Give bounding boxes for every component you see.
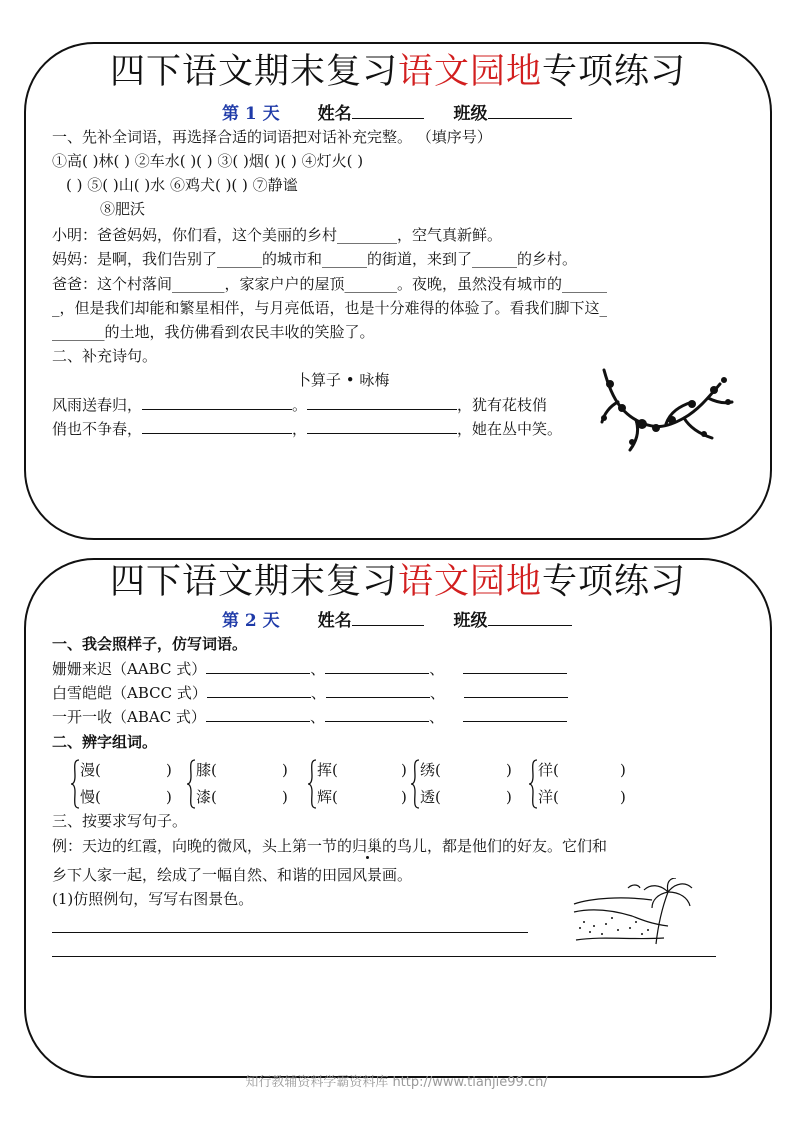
poem-line-2-start: 俏也不争春， [52, 420, 143, 438]
name-label: 姓名 [317, 611, 352, 631]
plum-blossom-branch-icon [596, 362, 736, 454]
page-title [26, 52, 770, 92]
char-pair-close: ) [401, 788, 407, 806]
word-options-line-3: ⑧肥沃 [100, 200, 146, 218]
char-pair-close: ) [282, 788, 288, 806]
char-pair-close: ) [620, 788, 626, 806]
poem-line-1-start: 风雨送春归， [52, 396, 143, 414]
char-pair-top: 徉( [538, 761, 559, 779]
char-pair-close: ) [506, 788, 512, 806]
name-label: 姓名 [317, 104, 352, 124]
class-field[interactable] [488, 103, 572, 119]
title-suffix: 专项练习 [542, 562, 687, 602]
question-1-instruction: 一、先补全词语，再选择合适的词语把对话补充完整。 （填序号） [52, 128, 492, 146]
example-sentence-line-2: 乡下人家一起，绘成了一幅自然、和谐的田园风景画。 [52, 866, 413, 884]
char-pair-group [410, 758, 520, 810]
char-pair-close: ) [166, 788, 172, 806]
char-pair-close: ) [506, 761, 512, 779]
word-row-label: 一开一收（ABAC 式） [52, 708, 206, 726]
word-blank[interactable] [325, 658, 429, 674]
word-options-line-1: ①高( )林( ) ②车水( )( ) ③( )烟( )( ) ④灯火( ) [52, 152, 364, 170]
char-pair-bottom: 辉( [317, 788, 338, 806]
word-blank[interactable] [207, 682, 311, 698]
poem-line-1-end: ，犹有花枝俏 [457, 396, 548, 414]
class-label: 班级 [453, 104, 488, 124]
class-field[interactable] [488, 610, 572, 626]
question-2-instruction: 二、补充诗句。 [52, 347, 158, 365]
question-3-instruction: 三、按要求写句子。 [52, 812, 188, 830]
worksheet-day2-card [24, 558, 772, 1078]
poem-line-1-mid: 。 [292, 396, 308, 414]
student-info-row [222, 99, 572, 124]
word-blank[interactable] [206, 658, 310, 674]
day-label: 第 2 天 [222, 611, 280, 631]
word-separator: 、 [310, 660, 326, 678]
char-pair-bottom: 慢( [80, 788, 101, 806]
dialog-line-1: 小明：爸爸妈妈，你们看，这个美丽的乡村________，空气真新鲜。 [52, 226, 503, 244]
name-field[interactable] [352, 103, 424, 119]
poem-blank-2[interactable] [307, 394, 457, 410]
question-2-instruction: 二、辨字组词。 [52, 733, 158, 751]
word-blank[interactable] [463, 706, 567, 722]
word-separator: 、 [428, 708, 444, 726]
word-blank[interactable] [326, 682, 430, 698]
poem-blank-1[interactable] [142, 394, 292, 410]
word-row-label: 白雪皑皑（ABCC 式） [52, 684, 207, 702]
class-label: 班级 [453, 611, 488, 631]
word-blank[interactable] [206, 706, 310, 722]
name-field[interactable] [352, 610, 424, 626]
example-text-end: 的鸟儿，都是他们的好友。它们和 [382, 837, 608, 855]
footer-watermark: 知行教辅资料学霸资料库 http://www.tianjie99.cn/ [245, 1075, 548, 1090]
brace-icon [410, 758, 420, 810]
dialog-line-5: _______的土地，我仿佛看到农民丰收的笑脸了。 [52, 323, 375, 341]
student-info-row [222, 606, 572, 631]
word-separator: 、 [429, 660, 445, 678]
word-separator: 、 [310, 684, 326, 702]
word-separator: 、 [309, 708, 325, 726]
example-emphasis: 归巢 [352, 837, 383, 855]
char-pair-bottom: 透( [420, 788, 441, 806]
page-title [26, 562, 770, 602]
char-pair-close: ) [282, 761, 288, 779]
char-pair-top: 挥( [317, 761, 338, 779]
poem-line-2 [52, 418, 562, 439]
brace-icon [186, 758, 196, 810]
brace-icon [307, 758, 317, 810]
answer-line[interactable] [52, 956, 716, 957]
answer-line[interactable] [52, 932, 528, 933]
word-separator: 、 [429, 684, 445, 702]
char-pair-bottom: 洋( [538, 788, 559, 806]
sub-question-1: (1)仿照例句，写写右图景色。 [52, 890, 254, 908]
dialog-line-3: 爸爸：这个村落间_______，家家户户的屋顶_______。夜晚，虽然没有城市的______ [52, 275, 608, 293]
day-label: 第 1 天 [222, 104, 280, 124]
word-row-label: 姗姗来迟（AABC 式） [52, 660, 207, 678]
dialog-line-2: 妈妈：是啊，我们告别了______的城市和______的街道，来到了______的乡村。 [52, 250, 578, 268]
word-blank[interactable] [463, 658, 567, 674]
title-highlight: 语文园地 [397, 562, 542, 602]
word-row [52, 706, 567, 727]
poem-blank-3[interactable] [142, 418, 292, 434]
word-blank[interactable] [464, 682, 568, 698]
poem-blank-4[interactable] [307, 418, 457, 434]
dialog-line-4: _，但是我们却能和繁星相伴，与月亮低语，也是十分难得的体验了。看我们脚下这_ [52, 299, 608, 317]
poem-line-1 [52, 394, 547, 415]
char-pair-close: ) [166, 761, 172, 779]
char-pair-group [528, 758, 638, 810]
title-suffix: 专项练习 [542, 52, 687, 92]
char-pair-top: 绣( [420, 761, 441, 779]
beach-palm-tree-icon [572, 878, 696, 948]
char-pair-top: 漫( [80, 761, 101, 779]
example-sentence-line-1 [52, 836, 607, 856]
title-prefix: 四下语文期末复习 [109, 562, 398, 602]
char-pair-group [70, 758, 180, 810]
poem-line-2-mid: ， [292, 420, 308, 438]
question-1-instruction: 一、我会照样子，仿写词语。 [52, 635, 248, 653]
char-pair-close: ) [401, 761, 407, 779]
poem-line-2-end: ，她在丛中笑。 [457, 420, 563, 438]
char-pair-close: ) [620, 761, 626, 779]
word-row [52, 682, 568, 703]
example-text-start: 例：天边的红霞，向晚的微风，头上第一节的 [52, 837, 353, 855]
poem-title: 卜算子 • 咏梅 [296, 371, 390, 389]
brace-icon [528, 758, 538, 810]
title-highlight: 语文园地 [397, 52, 542, 92]
title-prefix: 四下语文期末复习 [109, 52, 398, 92]
word-row [52, 658, 567, 679]
worksheet-day1-card [24, 42, 772, 540]
word-blank[interactable] [325, 706, 429, 722]
word-options-line-2: ( ) ⑤( )山( )水 ⑥鸡犬( )( ) ⑦静谧 [66, 176, 298, 194]
brace-icon [70, 758, 80, 810]
char-pair-group [307, 758, 417, 810]
char-pair-top: 膝( [196, 761, 217, 779]
char-pair-bottom: 漆( [196, 788, 217, 806]
char-pair-group [186, 758, 296, 810]
